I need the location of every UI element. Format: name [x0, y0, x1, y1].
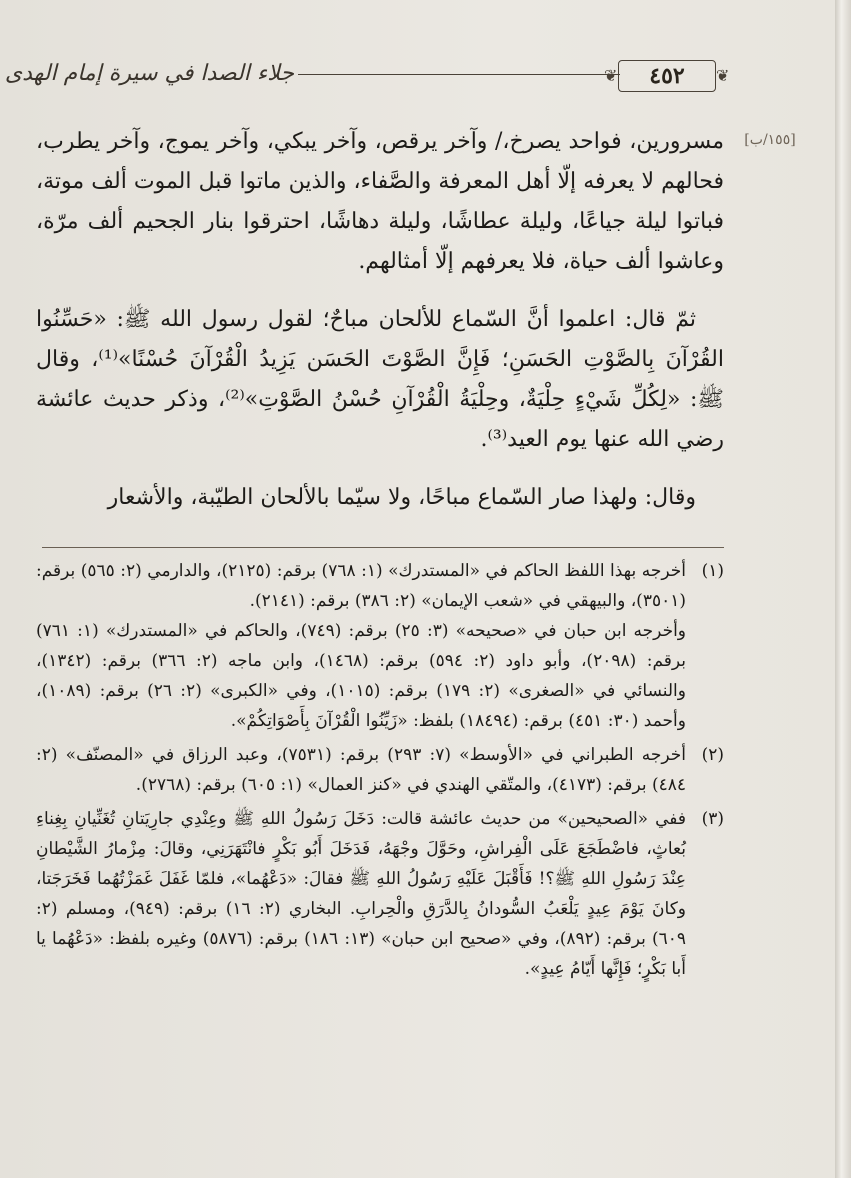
running-header [4, 52, 730, 100]
footnote-3 [36, 804, 724, 984]
footnote-separator [42, 547, 724, 548]
page-edge [835, 0, 851, 1178]
ornament-right-icon: ❦ [716, 66, 730, 85]
footnote-text: ففي «الصحيحين» من حديث عائشة قالت: دَخَلَ رَسُولُ اللهِ ﷺ وعِنْدِي جارِيَتانِ تُغَنِّيانِ بِغِناءِ بُعاثٍ، فاضْطَجَعَ عَلَى الْفِراشِ، وحَوَّلَ وجْهَهُ، فَدَخَلَ أَبُو بَكْرٍ فانْتَهَرَنِي، وقالَ: مِزْمارُ الشَّيْطانِ عِنْدَ رَسُولِ اللهِ ﷺ؟! فَأَقْبَلَ عَلَيْهِ رَسُولُ اللهِ ﷺ فقالَ: «دَعْهُما»، فلمّا غَفَلَ غَمَزْتُهُما فَخَرَجَتا، وكانَ يَوْمَ عِيدٍ يَلْعَبُ السُّودانُ بِالدَّرَقِ والْحِرابِ. البخاري (٢: ١٦) برقم: (٩٤٩)، ومسلم (٢: ٦٠٩) برقم: (٨٩٢)، وفي «صحيح ابن حبان» (١٣: ١٨٦) برقم: (٥٨٧٦) وغيره بلفظ: «دَعْهُما يا أَبا بَكْرٍ؛ فَإِنَّها أَيّامُ عِيدٍ». [36, 809, 686, 979]
footnote-1 [36, 556, 724, 736]
footnotes [36, 556, 724, 988]
footnote-text: وأخرجه ابن حبان في «صحيحه» (٣: ٢٥) برقم: (٧٤٩)، والحاكم في «المستدرك» (١: ٧٦١) برقم: (٢٠٩٨)، وأبو داود (٢: ٥٩٤) برقم: (١٤٦٨)، وابن ماجه (٢: ٣٦٦) برقم: (١٣٤٢)، والنسائي في «الصغرى» (٢: ١٧٩) برقم: (١٠١٥)، وفي «الكبرى» (٢: ٢٦) برقم: (١٠٨٩)، وأحمد (٣٠: ٤٥١) برقم: (١٨٤٩٤) بلفظ: «زَيِّنُوا الْقُرْآنَ بِأَصْوَاتِكُمْ». [36, 621, 687, 731]
footnote-number: (١) [701, 561, 724, 581]
paragraph-3: وقال: ولهذا صار السّماع مباحًا، ولا سيّما بالألحان الطيّبة، والأشعار [107, 485, 696, 510]
footnote-number: (٢) [701, 745, 724, 765]
manuscript-folio-note: [١٥٥/ب] [744, 132, 796, 148]
paragraph-2: ثمّ قال: اعلموا أنَّ السّماع للألحان مباحٌ؛ لقول رسول الله ﷺ: «حَسِّنُوا القُرْآنَ بِالصَّوْتِ الحَسَنِ؛ فَإِنَّ الصَّوْتَ الحَسَن يَزِيدُ الْقُرْآنَ حُسْنًا»⁽¹⁾، وقال ﷺ: «لِكُلِّ شَيْءٍ حِلْيَةٌ، وحِلْيَةُ الْقُرْآنِ حُسْنُ الصَّوْتِ»⁽²⁾، وذكر حديث عائشة رضي الله عنها يوم العيد⁽³⁾. [36, 307, 725, 452]
main-text [36, 122, 724, 536]
footnote-number: (٣) [701, 809, 724, 829]
page-number-frame [618, 60, 716, 92]
running-title: جلاء الصدا في سيرة إمام الهدى [4, 61, 294, 86]
header-rule [298, 74, 620, 75]
paragraph-1: مسرورين، فواحد يصرخ،/ وآخر يرقص، وآخر يبكي، وآخر يموج، وآخر يطرب، فحالهم لا يعرفه إلّا أهل المعرفة والصَّفاء، والذين ماتوا قبل الموت ألف موتة، فباتوا ليلة جياعًا، وليلة عطاشًا، وليلة دهاشًا، احترقوا بنار الجحيم ألف مرّة، وعاشوا ألف حياة، فلا يعرفهم إلّا أمثالهم. [36, 129, 724, 274]
ornament-left-icon: ❦ [604, 66, 618, 85]
footnote-2 [36, 740, 724, 800]
page-number: ٤٥٢ [649, 63, 685, 89]
footnote-text: أخرجه بهذا اللفظ الحاكم في «المستدرك» (١: ٧٦٨) برقم: (٢١٢٥)، والدارمي (٢: ٥٦٥) برقم: (٣٥٠١)، والبيهقي في «شعب الإيمان» (٢: ٣٨٦) برقم: (٢١٤١). [36, 561, 686, 611]
footnote-text: أخرجه الطبراني في «الأوسط» (٧: ٢٩٣) برقم: (٧٥٣١)، وعبد الرزاق في «المصنّف» (٢: ٤٨٤) برقم: (٤١٧٣)، والمتّقي الهندي في «كنز العمال» (١: ٦٠٥) برقم: (٢٧٦٨). [36, 745, 686, 795]
